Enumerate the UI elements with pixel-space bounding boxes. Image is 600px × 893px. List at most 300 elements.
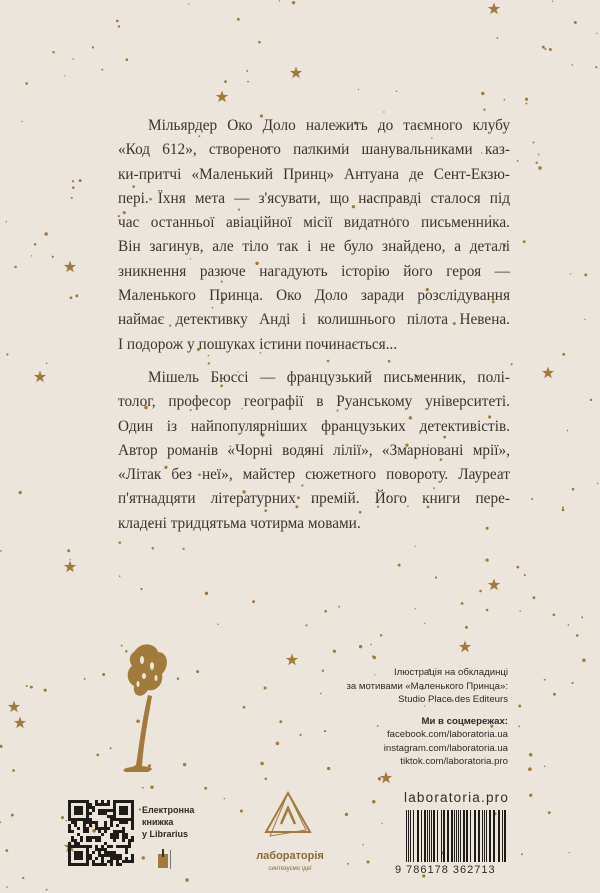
qr-module (104, 863, 107, 866)
qr-module (68, 860, 71, 863)
qr-module (119, 812, 122, 815)
qr-module (95, 863, 98, 866)
star-dot (366, 860, 369, 863)
qr-module (131, 860, 134, 863)
star-dot (415, 546, 416, 547)
star-dot (237, 18, 240, 21)
illustration-credit: Ілюстрація на обкладинці (393, 667, 508, 678)
qr-module (77, 857, 80, 860)
star-dot (34, 243, 37, 246)
star-dot (523, 240, 526, 243)
text-line: ки-притчі «Маленький Принц» Антуана де Сент-Екзю- (118, 165, 510, 183)
qr-module (116, 800, 119, 803)
qr-module (71, 818, 74, 821)
instagram-link[interactable]: instagram.com/laboratoria.ua (383, 742, 508, 754)
qr-module (128, 818, 131, 821)
star-icon (34, 371, 46, 383)
star-dot (571, 682, 573, 684)
star-dot (415, 608, 416, 609)
star-dot (327, 767, 330, 770)
qr-module (77, 851, 80, 854)
qr-module (74, 818, 77, 821)
text-line: наймає детективку Анді і колишнього пілота Невена. (118, 311, 510, 329)
star-dot (208, 362, 210, 364)
qr-module (77, 800, 80, 803)
star-dot (518, 705, 521, 708)
qr-module (71, 839, 74, 842)
qr-module (89, 818, 92, 821)
qr-module (101, 860, 104, 863)
star-dot (65, 820, 67, 822)
qr-module (68, 812, 71, 815)
qr-module (86, 806, 89, 809)
qr-module (101, 854, 104, 857)
star-dot (529, 753, 533, 757)
star-dot (359, 645, 362, 648)
qr-module (86, 851, 89, 854)
star-dot (139, 808, 141, 810)
tiktok-link[interactable]: tiktok.com/laboratoria.pro (400, 756, 508, 767)
text-line: Мільярдер Око Доло належить до таємного клубу (148, 117, 510, 134)
star-icon (14, 717, 26, 729)
star-dot (118, 541, 121, 544)
star-dot (69, 559, 70, 560)
star-dot (0, 821, 1, 823)
qr-module (98, 854, 101, 857)
text-line: пері. Їхня мета — з'ясувати, що насправді сталося під (118, 189, 510, 207)
star-dot (217, 624, 218, 625)
star-dot (461, 602, 464, 605)
qr-module (74, 851, 77, 854)
qr-module (125, 857, 128, 860)
qr-module (110, 818, 113, 821)
qr-module (104, 812, 107, 815)
star-dot (151, 547, 154, 550)
qr-module (128, 800, 131, 803)
qr-module (80, 800, 83, 803)
illustration-credit: за мотивами «Маленького Принца»: (346, 680, 508, 692)
qr-module (125, 860, 128, 863)
qr-module (86, 803, 89, 806)
qr-module (98, 851, 101, 854)
star-icon (380, 772, 392, 784)
qr-module (131, 806, 134, 809)
star-dot (246, 70, 248, 72)
qr-module (110, 836, 113, 839)
star-dot (535, 162, 537, 164)
star-dot (6, 221, 7, 222)
qr-module (68, 830, 71, 833)
star-dot (71, 197, 73, 199)
star-dot (46, 362, 48, 364)
qr-module (122, 821, 125, 824)
star-dot (569, 852, 570, 853)
qr-module (104, 854, 107, 857)
star-dot (72, 59, 73, 60)
qr-module (107, 851, 110, 854)
qr-module (125, 845, 128, 848)
qr-module (86, 812, 89, 815)
qr-module (77, 833, 80, 836)
qr-module (74, 863, 77, 866)
star-dot (562, 353, 565, 356)
qr-module (71, 830, 74, 833)
star-dot (119, 575, 121, 577)
star-dot (518, 726, 520, 728)
star-dot (0, 745, 3, 748)
qr-module (71, 836, 74, 839)
qr-module (113, 800, 116, 803)
star-dot (140, 588, 142, 590)
star-dot (30, 686, 33, 689)
star-dot (324, 610, 327, 613)
barcode-bar (493, 810, 495, 862)
star-dot (572, 488, 575, 491)
qr-module (119, 800, 122, 803)
star-dot (571, 64, 573, 66)
qr-module (74, 806, 77, 809)
publisher-logo-icon (262, 790, 314, 840)
star-dot (525, 98, 528, 101)
star-dot (516, 566, 519, 569)
qr-module (68, 803, 71, 806)
qr-module (95, 839, 98, 842)
qr-module (101, 827, 104, 830)
qr-module (89, 821, 92, 824)
qr-module (71, 800, 74, 803)
star-dot (44, 232, 47, 235)
ebook-label (142, 804, 194, 840)
barcode (406, 810, 510, 862)
qr-module (131, 857, 134, 860)
qr-module (119, 830, 122, 833)
qr-module (128, 845, 131, 848)
qr-module (80, 818, 83, 821)
star-dot (19, 491, 22, 494)
qr-module (86, 848, 89, 851)
star-dot (142, 856, 145, 859)
barcode-bar (486, 810, 487, 862)
star-dot (224, 798, 225, 799)
star-icon (216, 91, 228, 103)
qr-module (122, 809, 125, 812)
star-icon (64, 261, 76, 273)
qr-module (86, 818, 89, 821)
qr-module (71, 821, 74, 824)
qr-module (122, 836, 125, 839)
qr-module (104, 848, 107, 851)
star-dot (396, 90, 398, 92)
star-dot (72, 180, 74, 182)
barcode-bar (447, 810, 449, 862)
qr-module (107, 827, 110, 830)
qr-module (125, 818, 128, 821)
star-dot (544, 679, 546, 681)
qr-module (131, 815, 134, 818)
author-bio (118, 366, 510, 536)
qr-module (95, 836, 98, 839)
barcode-bar (470, 810, 471, 862)
star-dot (533, 596, 536, 599)
star-dot (435, 576, 437, 578)
qr-module (86, 830, 89, 833)
star-dot (519, 610, 520, 611)
star-dot (67, 549, 70, 552)
qr-module (116, 854, 119, 857)
star-dot (388, 360, 391, 363)
star-dot (46, 889, 48, 891)
barcode-bar (474, 810, 476, 862)
star-dot (538, 154, 540, 156)
qr-module (119, 854, 122, 857)
qr-module (89, 803, 92, 806)
qr-module (89, 806, 92, 809)
qr-module (86, 821, 89, 824)
star-dot (383, 111, 384, 112)
star-dot (362, 844, 364, 846)
publisher-name: лабораторія (256, 850, 324, 862)
star-dot (549, 48, 552, 51)
qr-module (68, 824, 71, 827)
qr-module (101, 845, 104, 848)
star-dot (14, 266, 17, 269)
star-dot (75, 294, 78, 297)
barcode-bar (478, 810, 480, 862)
qr-module (83, 863, 86, 866)
star-dot (142, 787, 144, 789)
qr-module (68, 845, 71, 848)
star-dot (370, 644, 372, 646)
text-line: кладені тридцятьма чотирма мовами. (118, 514, 361, 532)
star-dot (247, 81, 249, 83)
qr-module (98, 839, 101, 842)
qr-module (80, 845, 83, 848)
star-dot (552, 0, 554, 2)
qr-module (80, 806, 83, 809)
qr-module (128, 839, 131, 842)
qr-module (89, 824, 92, 827)
star-dot (486, 558, 489, 561)
star-dot (243, 706, 246, 709)
star-dot (26, 685, 28, 687)
barcode-bar (417, 810, 419, 862)
qr-module (80, 839, 83, 842)
qr-module (95, 821, 98, 824)
barcode-bar (456, 810, 457, 862)
website-url[interactable]: laboratoria.pro (404, 790, 510, 805)
qr-module (89, 854, 92, 857)
qr-module (104, 803, 107, 806)
star-dot (183, 548, 185, 550)
text-line: І подорож у пошуках істини починається... (118, 335, 398, 353)
qr-module (101, 863, 104, 866)
qr-module (86, 809, 89, 812)
barcode-bar (482, 810, 483, 862)
qr-module (110, 821, 113, 824)
star-dot (265, 777, 268, 780)
qr-module (74, 824, 77, 827)
qr-module (95, 827, 98, 830)
qr-module (77, 842, 80, 845)
facebook-link[interactable]: facebook.com/laboratoria.ua (386, 729, 508, 740)
qr-module (125, 800, 128, 803)
star-icon (64, 561, 76, 573)
text-line: «Літак без неї», майстер сюжетного повороту. Лауреат (118, 466, 510, 484)
qr-module (86, 857, 89, 860)
qr-module (110, 854, 113, 857)
star-dot (553, 613, 556, 616)
qr-module (107, 815, 110, 818)
qr-module (74, 857, 77, 860)
qr-module (104, 830, 107, 833)
qr-module (98, 827, 101, 830)
qr-module (104, 827, 107, 830)
qr-module (104, 809, 107, 812)
text-line: Автор романів «Чорні водяні лілії», «Змарновані мрії», (118, 441, 510, 459)
qr-module (119, 863, 122, 866)
star-dot (496, 37, 498, 39)
barcode-bar (431, 810, 432, 862)
qr-module (89, 812, 92, 815)
qr-module (116, 860, 119, 863)
qr-module (89, 839, 92, 842)
star-dot (258, 41, 261, 44)
qr-module (128, 860, 131, 863)
qr-module (131, 818, 134, 821)
qr-module (107, 800, 110, 803)
credits-block (347, 666, 508, 769)
text-line: Маленького Принца. Око Доло заради розслідування (118, 287, 510, 305)
qr-module (68, 842, 71, 845)
qr-module (68, 800, 71, 803)
star-dot (584, 319, 585, 320)
barcode-bar (437, 810, 438, 862)
qr-module (68, 806, 71, 809)
qr-module (131, 803, 134, 806)
qr-module (68, 857, 71, 860)
qr-module (113, 854, 116, 857)
star-dot (544, 48, 546, 50)
qr-module (122, 800, 125, 803)
barcode-bar (458, 810, 459, 862)
qr-module (113, 857, 116, 860)
star-dot (22, 121, 23, 122)
qr-module (113, 806, 116, 809)
qr-module (71, 863, 74, 866)
star-dot (5, 849, 8, 852)
star-dot (260, 762, 264, 766)
qr-module (122, 818, 125, 821)
qr-module (98, 803, 101, 806)
qr-module (119, 821, 122, 824)
text-line: п'ятнадцяти літературних премій. Його книги пере- (118, 490, 510, 508)
qr-module (86, 860, 89, 863)
star-dot (264, 687, 267, 690)
qr-module (128, 842, 131, 845)
qr-module (104, 821, 107, 824)
qr-module (122, 860, 125, 863)
qr-module (110, 824, 113, 827)
qr-module (92, 851, 95, 854)
barcode-bar (433, 810, 435, 862)
star-dot (279, 720, 282, 723)
star-dot (465, 626, 468, 629)
qr-module (98, 863, 101, 866)
star-dot (345, 813, 348, 816)
qr-module (77, 854, 80, 857)
barcode-bar (408, 810, 409, 862)
star-dot (574, 21, 577, 24)
barcode-bar (443, 810, 445, 862)
star-dot (521, 853, 523, 855)
qr-module (113, 839, 116, 842)
librarius-icon (157, 848, 173, 870)
star-dot (44, 689, 47, 692)
star-dot (327, 360, 330, 363)
star-icon (286, 654, 298, 666)
qr-module (95, 800, 98, 803)
text-line: Мішель Бюссі — французький письменник, полі- (148, 369, 510, 386)
ebook-line: книжка (142, 817, 174, 827)
text-line: час останньої авіаційної місії видатного письменника. (118, 214, 510, 232)
star-dot (183, 763, 186, 766)
star-dot (101, 69, 103, 71)
star-icon (542, 367, 554, 379)
qr-module (80, 854, 83, 857)
qr-module (110, 860, 113, 863)
qr-module (122, 845, 125, 848)
qr-module (107, 803, 110, 806)
qr-module (98, 812, 101, 815)
star-dot (529, 794, 532, 797)
star-dot (279, 0, 280, 1)
qr-module (71, 845, 74, 848)
qr-module (131, 821, 134, 824)
qr-module (95, 845, 98, 848)
qr-module (86, 827, 89, 830)
qr-module (74, 845, 77, 848)
qr-module (116, 845, 119, 848)
star-dot (524, 574, 526, 576)
qr-module (101, 857, 104, 860)
star-dot (324, 730, 326, 732)
star-dot (542, 46, 545, 49)
qr-module (119, 818, 122, 821)
star-dot (185, 878, 189, 882)
qr-module (83, 824, 86, 827)
star-dot (553, 693, 556, 696)
qr-module (83, 830, 86, 833)
star-dot (590, 399, 593, 402)
barcode-bar (502, 810, 503, 862)
qr-module (125, 851, 128, 854)
qr-module (104, 851, 107, 854)
star-dot (424, 623, 425, 624)
star-dot (525, 103, 527, 105)
qr-module (92, 863, 95, 866)
star-icon (290, 67, 302, 79)
qr-module (107, 854, 110, 857)
qr-code[interactable] (68, 800, 134, 866)
star-dot (596, 33, 597, 34)
star-icon (488, 579, 500, 591)
qr-module (74, 839, 77, 842)
qr-module (74, 821, 77, 824)
qr-module (92, 806, 95, 809)
star-dot (595, 66, 597, 68)
ebook-line: у Librarius (142, 829, 189, 839)
star-dot (528, 767, 532, 771)
